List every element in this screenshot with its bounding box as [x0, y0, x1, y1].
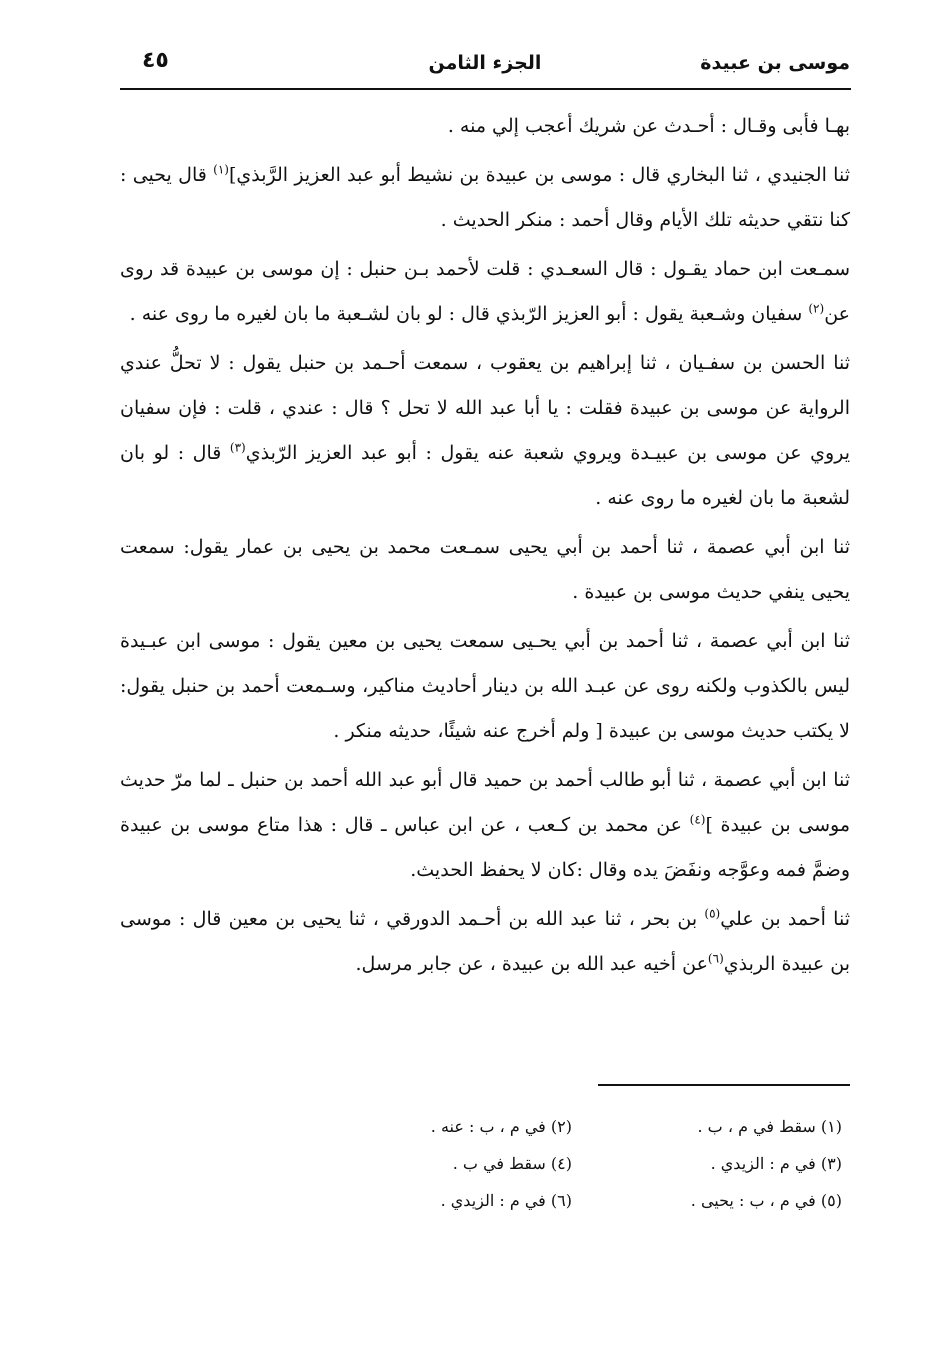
footnote-marker: (٢)	[808, 301, 825, 316]
footnote: (٣) في م : الزيدي .	[710, 1154, 842, 1173]
volume-part-label: الجزء الثامن	[428, 52, 542, 74]
text-segment: قال : لو بان لشعبة ما بان لغيره ما روى عنه .	[120, 442, 850, 509]
main-text	[120, 104, 850, 991]
text-segment: ثنا ابن أبي عصمة ، ثنا أبو طالب أحمد بن حميد قال أبو عبد الله أحمد بن حنبل ـ لما مرّ حديث موسى بن عبيدة ]	[120, 769, 850, 836]
text-segment: ثنا الجنيدي ، ثنا البخاري قال : موسى بن عبيدة بن نشيط أبو عبد العزيز الرَّبذي]	[228, 164, 850, 186]
footnote-marker: (١)	[213, 162, 229, 177]
paragraph	[120, 897, 850, 987]
text-segment: سفيان وشـعبة يقول : أبو العزيز الرّبذي قال : لو بان لشـعبة ما بان لغيره ما روى عنه .	[129, 303, 809, 325]
footnote-row	[120, 1145, 842, 1182]
text-segment: سمـعت ابن حماد يقـول : قال السعـدي : قلت لأحمد بـن حنبل : إن موسى بن عبيدة قد روى عن	[120, 258, 850, 325]
text-segment: ثنا أحمد بن علي	[720, 908, 850, 930]
footnote: (٢) في م ، ب : عنه .	[430, 1117, 572, 1136]
page-number: ٤٥	[142, 48, 169, 73]
footnote-marker: (٣)	[229, 440, 246, 455]
paragraph	[120, 758, 850, 893]
text-segment: ثنا الحسن بن سفـيان ، ثنا إبراهيم بن يعقوب ، سمعت أحـمد بن حنبل يقول : لا تحلُّ عندي الرواية عن موسى بن عبيدة فقلت : يا أبا عبد الله لا تحل ؟ قال : عندي ، قلت : فإن سفيان يروي عن موسى بن عبيـدة ويروي شعبة عنه يقول : أبو عبد العزيز الرّبذي	[120, 352, 850, 464]
text-segment: بن بحر ، ثنا عبد الله بن أحـمد الدورقي ، ثنا يحيى بن معين قال : موسى بن عبيدة الربذي	[120, 908, 850, 975]
running-title: موسى بن عبيدة	[700, 52, 850, 74]
footnote-marker: (٤)	[689, 812, 706, 827]
paragraph	[120, 153, 850, 243]
footnote-marker: (٦)	[707, 951, 724, 966]
text-segment: ثنا ابن أبي عصمة ، ثنا أحمد بن أبي يحيى سمـعت محمد بن يحيى بن عمار يقول: سمعت يحيى ينفي حديث موسى بن عبيدة .	[120, 536, 850, 603]
text-segment: بهـا فأبى وقـال : أحـدث عن شريك أعجب إلي منه .	[447, 115, 850, 137]
footnote: (١) سقط في م ، ب .	[697, 1117, 842, 1136]
footnote-row	[120, 1182, 842, 1219]
header-rule	[120, 88, 851, 90]
paragraph	[120, 104, 850, 149]
footnote-marker: (٥)	[704, 906, 721, 921]
text-segment: عن أخيه عبد الله بن عبيدة ، عن جابر مرسل.	[355, 953, 708, 975]
text-segment: ثنا ابن أبي عصمة ، ثنا أحمد بن أبي يحـيى سمعت يحيى بن معين يقول : موسى ابن عبـيدة ليس بالكذوب ولكنه روى عن عبـد الله بن دينار أحاديث مناكير، وسـمعت أحمد بن حنبل يقول: لا يكتب حديث موسى بن عبيدة [ ولم أخرج عنه شيئًا، حديثه منكر .	[120, 630, 850, 742]
paragraph	[120, 247, 850, 337]
paragraph	[120, 525, 850, 615]
footnotes	[120, 1108, 842, 1219]
footnote: (٦) في م : الزيدي .	[440, 1191, 572, 1210]
footnote-row	[120, 1108, 842, 1145]
text-segment: قال يحيى : كنا نتقي حديثه تلك الأيام وقال أحمد : منكر الحديث .	[120, 164, 850, 231]
footnote: (٤) سقط في ب .	[452, 1154, 572, 1173]
paragraph	[120, 619, 850, 754]
footnote: (٥) في م ، ب : يحيى .	[690, 1191, 842, 1210]
text-segment: عن محمد بن كـعب ، عن ابن عباس ـ قال : هذا متاع موسى بن عبيدة وضمَّ فمه وعوَّجه ونفَضَ يده وقال :كان لا يحفظ الحديث.	[120, 814, 850, 881]
footnote-separator	[598, 1084, 850, 1086]
paragraph	[120, 341, 850, 521]
running-header	[120, 44, 850, 84]
